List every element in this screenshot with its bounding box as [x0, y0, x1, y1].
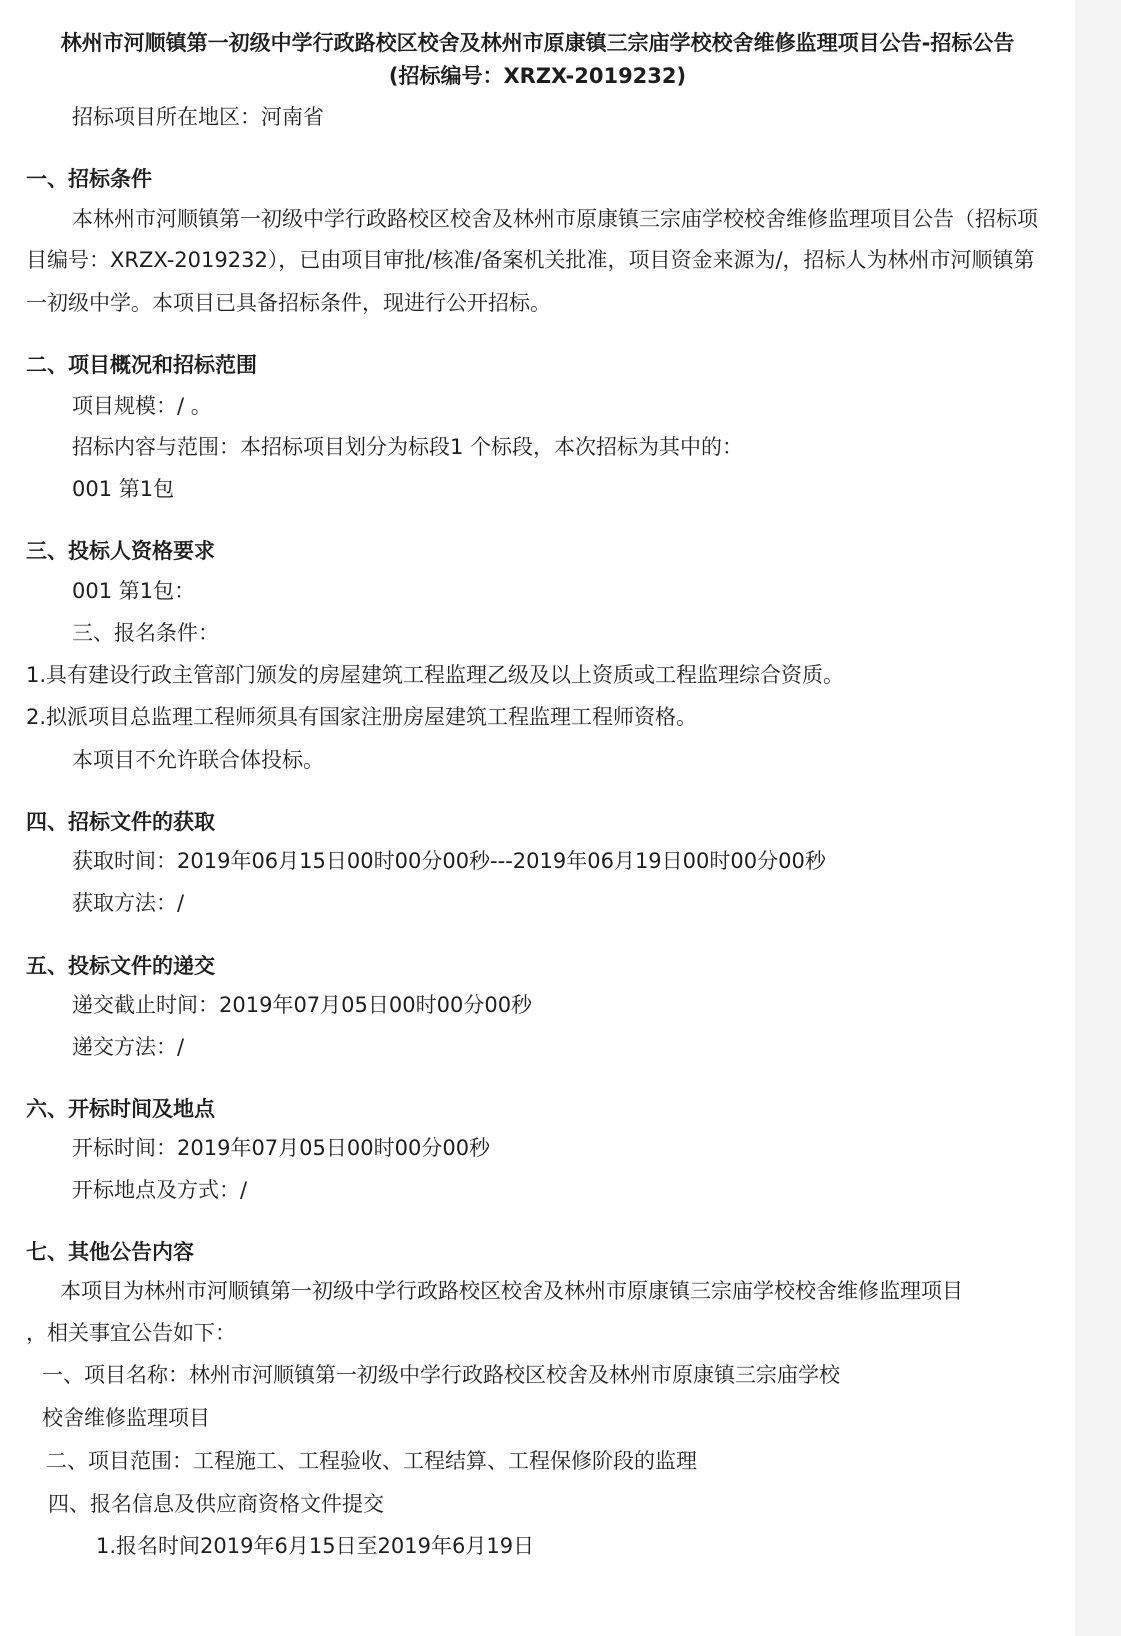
acquisition-time: 获取时间：2019年06月15日00时00分00秒---2019年06月19日00时00分00秒 [72, 849, 826, 873]
page-margin [1075, 0, 1121, 1636]
opening-time: 开标时间：2019年07月05日00时00分00秒 [72, 1136, 491, 1160]
section-heading-7: 七、其他公告内容 [26, 1240, 194, 1264]
project-scope: 招标内容与范围：本招标项目划分为标段1 个标段，本次招标为其中的： [72, 435, 744, 459]
lot-label: 001 第1包 [72, 477, 175, 501]
project-name-continued: 校舍维修监理项目 [42, 1406, 210, 1430]
project-range: 二、项目范围：工程施工、工程验收、工程结算、工程保修阶段的监理 [46, 1449, 697, 1473]
project-scale: 项目规模：/ 。 [72, 394, 212, 418]
registration-heading: 四、报名信息及供应商资格文件提交 [48, 1492, 384, 1516]
subheading: 三、报名条件： [72, 621, 219, 645]
section-heading-2: 二、项目概况和招标范围 [26, 353, 257, 377]
acquisition-method: 获取方法：/ [72, 891, 185, 915]
registration-time: 1.报名时间2019年6月15日至2019年6月19日 [96, 1534, 535, 1558]
requirement-1: 1.具有建设行政主管部门颁发的房屋建筑工程监理乙级及以上资质或工程监理综合资质。 [26, 663, 845, 687]
paragraph-line: 目编号：XRZX-2019232），已由项目审批/核准/备案机关批准，项目资金来源为/，招标人为林州市河顺镇第 [26, 248, 1035, 272]
paragraph-line: 一初级中学。本项目已具备招标条件，现进行公开招标。 [26, 291, 551, 315]
submission-deadline: 递交截止时间：2019年07月05日00时00分00秒 [72, 993, 533, 1017]
project-name: 一、项目名称：林州市河顺镇第一初级中学行政路校区校舍及林州市原康镇三宗庙学校 [42, 1363, 840, 1387]
project-region: 招标项目所在地区：河南省 [72, 105, 324, 129]
paragraph-line: ，相关事宜公告如下： [26, 1321, 236, 1345]
section-heading-1: 一、招标条件 [26, 167, 152, 191]
section-heading-5: 五、投标文件的递交 [26, 954, 215, 978]
joint-bid-note: 本项目不允许联合体投标。 [72, 748, 324, 772]
requirement-2: 2.拟派项目总监理工程师须具有国家注册房屋建筑工程监理工程师资格。 [26, 705, 698, 729]
submission-method: 递交方法：/ [72, 1035, 185, 1059]
paragraph-line: 本项目为林州市河顺镇第一初级中学行政路校区校舍及林州市原康镇三宗庙学校校舍维修监理项目 [60, 1279, 963, 1303]
lot-label: 001 第1包： [72, 579, 196, 603]
page-title: 林州市河顺镇第一初级中学行政路校区校舍及林州市原康镇三宗庙学校校舍维修监理项目公告-招标公告 [60, 31, 1015, 55]
paragraph-line: 本林州市河顺镇第一初级中学行政路校区校舍及林州市原康镇三宗庙学校校舍维修监理项目公告（招标项 [72, 207, 1038, 231]
section-heading-6: 六、开标时间及地点 [26, 1097, 215, 1121]
opening-place: 开标地点及方式：/ [72, 1178, 248, 1202]
tender-number: (招标编号：XRZX-2019232) [388, 64, 687, 88]
section-heading-4: 四、招标文件的获取 [26, 810, 215, 834]
section-heading-3: 三、投标人资格要求 [26, 539, 215, 563]
